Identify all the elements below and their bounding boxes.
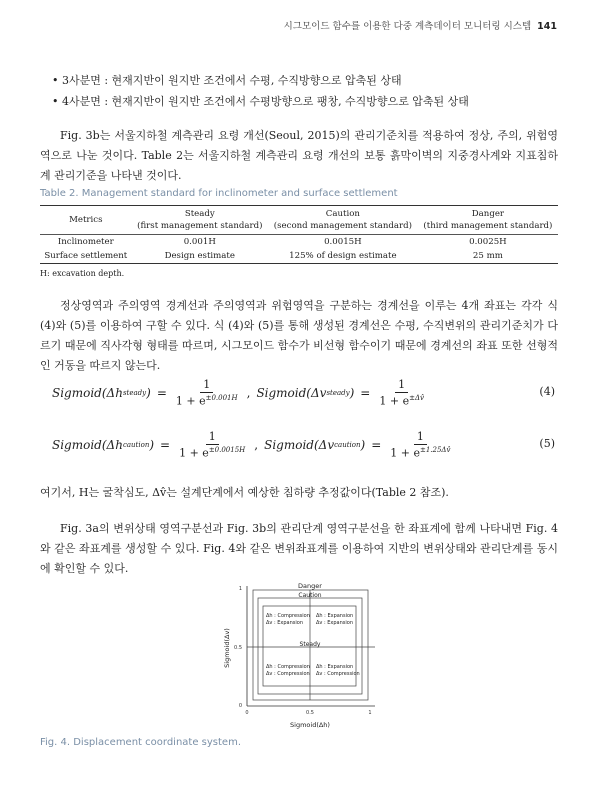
zone-label-danger: Danger [298, 582, 322, 590]
zone-label-steady: Steady [299, 641, 321, 648]
fraction: $\frac{1}{1 + e^{\pm 1.25\Delta v̂}}$ [390, 430, 451, 460]
quadrant-2-v: Δv : Expansion [266, 620, 303, 626]
table-row [40, 249, 558, 264]
x-tick-one: 1 [368, 710, 372, 716]
fraction: $\frac{1}{1 + e^{\pm 0.001H}}$ [175, 378, 238, 408]
quadrant-4-v: Δv : Compression [316, 671, 360, 677]
y-tick-zero: 0 [238, 703, 242, 709]
quadrant-2-h: Δh : Compression [266, 613, 310, 619]
table-row [40, 235, 558, 250]
table-cell: 0.0025H [469, 237, 507, 247]
header-caution: Caution (second management standard) [273, 209, 412, 231]
x-tick-half: 0.5 [306, 710, 314, 716]
table-caption: Table 2. Management standard for inclinometer and surface settlement [40, 188, 398, 199]
page-number: 141 [537, 21, 557, 32]
y-tick-half: 0.5 [234, 645, 242, 651]
equation-number-5: (5) [539, 437, 555, 450]
paragraph-3-text: 여기서, H는 굴착심도, Δv̂는 설계단계에서 예상한 침하량 추정값이다(Table 2 참조). [40, 486, 449, 499]
table-header-row [40, 206, 558, 235]
paragraph-1 [40, 126, 558, 186]
zone-label-caution: Caution [298, 592, 322, 599]
equation-number-4: (4) [539, 385, 555, 398]
table-cell: Design estimate [164, 251, 235, 261]
table-cell: 0.001H [183, 237, 216, 247]
header-steady: Steady (first management standard) [137, 209, 263, 231]
bullet-item-4: • 4사분면 : 현재지반이 원지반 조건에서 수평방향으로 팽창, 수직방향으로 압축된 상태 [52, 95, 469, 108]
fraction: $\frac{1}{1 + e^{\pm\Delta v̂}}$ [379, 378, 424, 408]
table-cell: 125% of design estimate [289, 251, 397, 261]
management-standard-table [40, 205, 558, 264]
paragraph-4 [40, 519, 558, 579]
header-danger: Danger (third management standard) [423, 209, 553, 231]
equation-4: Sigmoid(Δh steady ) = $\frac{1}{1 + e^{\pm 0.001H}}$ , Sigmoid(Δv steady ) = $\frac{1}{1 + e^{\pm\Delta v̂}}$ [52, 378, 424, 408]
y-tick-one: 1 [238, 586, 242, 592]
quadrant-4-h: Δh : Expansion [316, 664, 354, 670]
header-title: 시그모이드 함수를 이용한 다중 계측데이터 모니터링 시스템 [283, 21, 532, 32]
quadrant-3-v: Δv : Compression [266, 671, 310, 677]
fraction: $\frac{1}{1 + e^{\pm 0.0015H}}$ [179, 430, 246, 460]
header-metrics: Metrics [69, 215, 103, 225]
table-note: H: excavation depth. [40, 269, 125, 278]
bullet-item-3: • 3사분면 : 현재지반이 원지반 조건에서 수평, 수직방향으로 압축된 상태 [52, 74, 402, 87]
running-header [284, 18, 557, 32]
paragraph-2 [40, 296, 558, 376]
table-cell: Inclinometer [57, 237, 114, 247]
displacement-coordinate-figure [220, 576, 390, 732]
x-tick-zero: 0 [245, 710, 249, 716]
table-cell: 0.0015H [324, 237, 362, 247]
paragraph-3 [40, 483, 558, 503]
table-cell: Surface settlement [44, 251, 128, 261]
figure-caption: Fig. 4. Displacement coordinate system. [40, 737, 241, 748]
x-axis-label: Sigmoid(Δh) [290, 721, 330, 729]
paragraph-4-text: Fig. 3a의 변위상태 영역구분선과 Fig. 3b의 관리단계 영역구분선을 한 좌표계에 함께 나타내면 Fig. 4와 같은 좌표계를 생성할 수 있다. Fig. 4와 같은 변위좌표계를 이용하여 지반의 변위상태와 관리단계를 동시에 확인할 수 있다. [40, 522, 558, 575]
quadrant-1-h: Δh : Expansion [316, 613, 354, 619]
equation-5: Sigmoid(Δh caution ) = $\frac{1}{1 + e^{\pm 0.0015H}}$ , Sigmoid(Δv caution ) = $\frac{1}{1 + e^{\pm 1.25\Delta v̂}}$ [52, 430, 451, 460]
paragraph-2-text: 정상영역과 주의영역 경계선과 주의영역과 위험영역을 구분하는 경계선을 이루는 4개 좌표는 각각 식 (4)와 (5)를 이용하여 구할 수 있다. 식 (4)와 (5)를 통해 생성된 경계선은 수평, 수직변위의 관리기준치가 다르기 때문에 직사각형 형태를 따르며, 시그모이드 함수가 비선형 함수이기 때문에 경계선의 좌표 또한 선형적인 거동을 따르지 않는다. [40, 299, 558, 372]
bullet-list [52, 70, 469, 112]
quadrant-3-h: Δh : Compression [266, 664, 310, 670]
table-cell: 25 mm [472, 251, 503, 261]
paragraph-1-text: Fig. 3b는 서울지하철 계측관리 요령 개선(Seoul, 2015)의 관리기준치를 적용하여 정상, 주의, 위험영역으로 나눈 것이다. Table 2는 서울지하철 계측관리 요령 개선의 보통 흙막이벽의 지중경사계와 지표침하계 관리기준을 나타낸 것이다. [40, 129, 558, 182]
y-axis-label: Sigmoid(Δv) [223, 628, 231, 668]
quadrant-1-v: Δv : Expansion [316, 620, 353, 626]
